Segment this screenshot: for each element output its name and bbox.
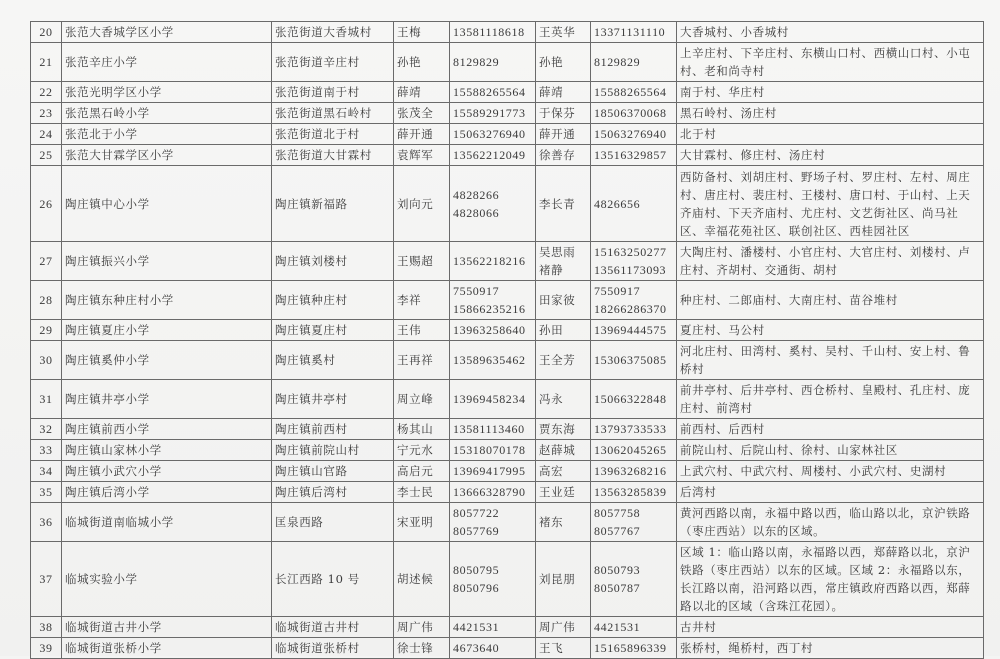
enrollment-area: 后湾村 xyxy=(677,482,984,503)
contact-name: 薛靖 xyxy=(536,82,591,103)
principal-phone xyxy=(450,103,536,124)
phone-number: 4421531 xyxy=(453,620,500,634)
school-name: 陶庄镇小武穴小学 xyxy=(62,461,272,482)
phone-number: 15063276940 xyxy=(594,127,667,141)
enrollment-area: 黄河西路以南，永福中路以西，临山路以北，京沪铁路（枣庄西站）以东的区域。 xyxy=(677,503,984,542)
phone-number: 8057769 xyxy=(453,524,500,538)
school-name: 张范辛庄小学 xyxy=(62,43,272,82)
contact-phone xyxy=(591,22,677,43)
phone-number: 13963258640 xyxy=(453,323,526,337)
phone-number: 7550917 xyxy=(594,284,641,298)
school-name: 陶庄镇山家林小学 xyxy=(62,440,272,461)
table-row xyxy=(31,461,984,482)
enrollment-area: 上辛庄村、下辛庄村、东横山口村、西横山口村、小屯村、老和尚寺村 xyxy=(677,43,984,82)
contact-name: 冯永 xyxy=(536,380,591,419)
principal-name: 王赐超 xyxy=(394,242,450,281)
contact-name: 刘昆朋 xyxy=(536,542,591,617)
contact-phone xyxy=(591,461,677,482)
principal-name: 王伟 xyxy=(394,320,450,341)
row-number: 36 xyxy=(31,503,62,542)
contact-name-line: 吴思雨 xyxy=(539,245,576,259)
table-row xyxy=(31,22,984,43)
table-row xyxy=(31,82,984,103)
enrollment-area: 古井村 xyxy=(677,617,984,638)
principal-phone xyxy=(450,482,536,503)
principal-name: 徐士锋 xyxy=(394,638,450,659)
phone-number: 15165896339 xyxy=(594,641,667,655)
row-number: 34 xyxy=(31,461,62,482)
contact-phone xyxy=(591,380,677,419)
principal-phone xyxy=(450,320,536,341)
phone-number: 15589291773 xyxy=(453,106,526,120)
contact-phone xyxy=(591,166,677,242)
contact-name: 王业廷 xyxy=(536,482,591,503)
table-row xyxy=(31,341,984,380)
contact-phone xyxy=(591,242,677,281)
row-number: 20 xyxy=(31,22,62,43)
principal-phone xyxy=(450,503,536,542)
school-name: 临城实验小学 xyxy=(62,542,272,617)
principal-name: 王梅 xyxy=(394,22,450,43)
phone-number: 4828266 xyxy=(453,187,500,202)
contact-phone xyxy=(591,103,677,124)
enrollment-area: 夏庄村、马公村 xyxy=(677,320,984,341)
enrollment-area: 河北庄村、田湾村、奚村、吴村、千山村、安上村、鲁桥村 xyxy=(677,341,984,380)
school-address: 张范街道辛庄村 xyxy=(272,43,394,82)
table-row xyxy=(31,281,984,320)
principal-name: 宋亚明 xyxy=(394,503,450,542)
principal-name: 袁辉军 xyxy=(394,145,450,166)
row-number: 27 xyxy=(31,242,62,281)
school-address: 陶庄镇新福路 xyxy=(272,166,394,242)
row-number: 39 xyxy=(31,638,62,659)
row-number: 21 xyxy=(31,43,62,82)
school-address: 陶庄镇奚村 xyxy=(272,341,394,380)
contact-phone xyxy=(591,341,677,380)
row-number: 33 xyxy=(31,440,62,461)
phone-number: 13969458234 xyxy=(453,392,526,406)
row-number: 26 xyxy=(31,166,62,242)
phone-number: 8057722 xyxy=(453,506,500,520)
school-name: 张范北于小学 xyxy=(62,124,272,145)
table-row xyxy=(31,166,984,242)
phone-number: 15588265564 xyxy=(594,85,667,99)
phone-number: 8050796 xyxy=(453,581,500,595)
contact-phone xyxy=(591,43,677,82)
phone-number: 15063276940 xyxy=(453,127,526,141)
enrollment-area: 前井亭村、后井亭村、西仓桥村、皇殿村、孔庄村、庞庄村、前湾村 xyxy=(677,380,984,419)
phone-number: 13562212049 xyxy=(453,148,526,162)
contact-name: 孙艳 xyxy=(536,43,591,82)
table-row xyxy=(31,124,984,145)
contact-name: 薛开通 xyxy=(536,124,591,145)
contact-name: 贾东海 xyxy=(536,419,591,440)
contact-name: 褚东 xyxy=(536,503,591,542)
school-name: 张范光明学区小学 xyxy=(62,82,272,103)
school-address: 长江西路 10 号 xyxy=(272,542,394,617)
principal-phone xyxy=(450,638,536,659)
principal-name: 张茂全 xyxy=(394,103,450,124)
principal-name: 胡述候 xyxy=(394,542,450,617)
phone-number: 15163250277 xyxy=(594,245,667,259)
phone-number: 8057767 xyxy=(594,524,641,538)
school-name: 陶庄镇振兴小学 xyxy=(62,242,272,281)
row-number: 24 xyxy=(31,124,62,145)
phone-number: 13581113460 xyxy=(453,422,525,436)
phone-number: 8050795 xyxy=(453,563,500,577)
enrollment-area: 北于村 xyxy=(677,124,984,145)
enrollment-area: 种庄村、二郎庙村、大南庄村、苗谷堆村 xyxy=(677,281,984,320)
principal-name: 李士民 xyxy=(394,482,450,503)
school-name: 陶庄镇井亭小学 xyxy=(62,380,272,419)
principal-name: 杨其山 xyxy=(394,419,450,440)
school-name: 陶庄镇奚仲小学 xyxy=(62,341,272,380)
principal-phone xyxy=(450,380,536,419)
contact-phone xyxy=(591,82,677,103)
contact-name: 于保芬 xyxy=(536,103,591,124)
enrollment-area: 大香城村、小香城村 xyxy=(677,22,984,43)
contact-name: 王全芳 xyxy=(536,341,591,380)
contact-phone xyxy=(591,440,677,461)
contact-phone xyxy=(591,419,677,440)
phone-number: 4828066 xyxy=(453,205,500,220)
enrollment-area: 上武穴村、中武穴村、周楼村、小武穴村、史湖村 xyxy=(677,461,984,482)
contact-name: 李长青 xyxy=(536,166,591,242)
principal-phone xyxy=(450,82,536,103)
phone-number: 15588265564 xyxy=(453,85,526,99)
principal-phone xyxy=(450,166,536,242)
school-address: 临城街道古井村 xyxy=(272,617,394,638)
principal-phone xyxy=(450,341,536,380)
principal-phone xyxy=(450,145,536,166)
row-number: 38 xyxy=(31,617,62,638)
principal-phone xyxy=(450,617,536,638)
table-row xyxy=(31,542,984,617)
school-address: 陶庄镇前院山村 xyxy=(272,440,394,461)
principal-name: 王再祥 xyxy=(394,341,450,380)
principal-name: 李祥 xyxy=(394,281,450,320)
row-number: 22 xyxy=(31,82,62,103)
principal-phone xyxy=(450,419,536,440)
enrollment-area: 区域 1：临山路以南，永福路以西，郑薛路以北，京沪铁路（枣庄西站）以东的区域。区域 2：永福路以东，长江路以南，沿河路以西，常庄镇政府西路以西，郑薛路以北的区域（含珠江花园）。 xyxy=(677,542,984,617)
phone-number: 15866235216 xyxy=(453,302,526,316)
school-address: 张范街道南于村 xyxy=(272,82,394,103)
enrollment-area: 西防备村、刘胡庄村、野场子村、罗庄村、左村、周庄村、唐庄村、裴庄村、王楼村、唐口村、于山村、上天齐庙村、下天齐庙村、尤庄村、文艺街社区、尚马社区、幸福花苑社区、联创社区、西桂园社区 xyxy=(677,166,984,242)
contact-phone xyxy=(591,124,677,145)
school-address: 张范街道北于村 xyxy=(272,124,394,145)
contact-phone xyxy=(591,281,677,320)
contact-phone xyxy=(591,638,677,659)
phone-number: 7550917 xyxy=(453,284,500,298)
school-name: 临城街道古井小学 xyxy=(62,617,272,638)
school-address: 陶庄镇后湾村 xyxy=(272,482,394,503)
phone-number: 8129829 xyxy=(594,55,641,69)
principal-phone xyxy=(450,281,536,320)
contact-phone xyxy=(591,542,677,617)
principal-phone xyxy=(450,440,536,461)
principal-name: 周广伟 xyxy=(394,617,450,638)
contact-name: 高宏 xyxy=(536,461,591,482)
table-row xyxy=(31,440,984,461)
school-address: 匡泉西路 xyxy=(272,503,394,542)
principal-name: 薛开通 xyxy=(394,124,450,145)
enrollment-area: 大甘霖村、修庄村、汤庄村 xyxy=(677,145,984,166)
principal-phone xyxy=(450,542,536,617)
enrollment-area: 黑石岭村、汤庄村 xyxy=(677,103,984,124)
row-number: 29 xyxy=(31,320,62,341)
phone-number: 4673640 xyxy=(453,641,500,655)
contact-phone xyxy=(591,617,677,638)
school-name: 张范黑石岭小学 xyxy=(62,103,272,124)
school-name: 张范大香城学区小学 xyxy=(62,22,272,43)
phone-number: 13969444575 xyxy=(594,323,667,337)
principal-name: 高启元 xyxy=(394,461,450,482)
contact-name: 王飞 xyxy=(536,638,591,659)
table-row xyxy=(31,320,984,341)
school-address: 陶庄镇山官路 xyxy=(272,461,394,482)
enrollment-area: 前院山村、后院山村、徐村、山家林社区 xyxy=(677,440,984,461)
school-name: 陶庄镇后湾小学 xyxy=(62,482,272,503)
phone-number: 18506370068 xyxy=(594,106,667,120)
table-row xyxy=(31,503,984,542)
school-address: 临城街道张桥村 xyxy=(272,638,394,659)
row-number: 32 xyxy=(31,419,62,440)
principal-name: 薛靖 xyxy=(394,82,450,103)
table-row xyxy=(31,145,984,166)
contact-name-line: 褚静 xyxy=(539,263,564,277)
phone-number: 8129829 xyxy=(453,55,500,69)
enrollment-area: 张桥村，绳桥村，西丁村 xyxy=(677,638,984,659)
phone-number: 8057758 xyxy=(594,506,641,520)
row-number: 37 xyxy=(31,542,62,617)
enrollment-area: 南于村、华庄村 xyxy=(677,82,984,103)
school-name: 陶庄镇前西小学 xyxy=(62,419,272,440)
school-address: 陶庄镇刘楼村 xyxy=(272,242,394,281)
phone-number: 13793733533 xyxy=(594,422,667,436)
phone-number: 13581118618 xyxy=(453,25,525,39)
contact-phone xyxy=(591,503,677,542)
phone-number: 13589635462 xyxy=(453,353,526,367)
phone-number: 4421531 xyxy=(594,620,641,634)
phone-number: 15306375085 xyxy=(594,353,667,367)
contact-name: 周广伟 xyxy=(536,617,591,638)
contact-name: 赵薛城 xyxy=(536,440,591,461)
school-address: 陶庄镇夏庄村 xyxy=(272,320,394,341)
principal-name: 宁元水 xyxy=(394,440,450,461)
school-name: 临城街道张桥小学 xyxy=(62,638,272,659)
phone-number: 13516329857 xyxy=(594,148,667,162)
phone-number: 13963268216 xyxy=(594,464,667,478)
phone-number: 13062045265 xyxy=(594,443,667,457)
principal-phone xyxy=(450,43,536,82)
table-row xyxy=(31,43,984,82)
contact-phone xyxy=(591,482,677,503)
school-address: 张范街道大甘霖村 xyxy=(272,145,394,166)
school-address: 张范街道黑石岭村 xyxy=(272,103,394,124)
principal-name: 刘向元 xyxy=(394,166,450,242)
enrollment-area: 前西村、后西村 xyxy=(677,419,984,440)
phone-number: 15066322848 xyxy=(594,392,667,406)
school-address: 陶庄镇种庄村 xyxy=(272,281,394,320)
table-row xyxy=(31,617,984,638)
principal-phone xyxy=(450,124,536,145)
school-name: 陶庄镇东种庄村小学 xyxy=(62,281,272,320)
row-number: 28 xyxy=(31,281,62,320)
principal-phone xyxy=(450,242,536,281)
phone-number: 13666328790 xyxy=(453,485,526,499)
row-number: 31 xyxy=(31,380,62,419)
table-row xyxy=(31,380,984,419)
row-number: 25 xyxy=(31,145,62,166)
row-number: 23 xyxy=(31,103,62,124)
principal-phone xyxy=(450,461,536,482)
phone-number: 13563285839 xyxy=(594,485,667,499)
table-row xyxy=(31,242,984,281)
phone-number: 18266286370 xyxy=(594,302,667,316)
principal-name: 孙艳 xyxy=(394,43,450,82)
principal-phone xyxy=(450,22,536,43)
school-name: 临城街道南临城小学 xyxy=(62,503,272,542)
table-row xyxy=(31,638,984,659)
contact-phone xyxy=(591,145,677,166)
contact-phone xyxy=(591,320,677,341)
contact-name: 王英华 xyxy=(536,22,591,43)
row-number: 30 xyxy=(31,341,62,380)
school-address: 陶庄镇井亭村 xyxy=(272,380,394,419)
school-address: 张范街道大香城村 xyxy=(272,22,394,43)
phone-number: 13561173093 xyxy=(594,263,667,277)
table-row xyxy=(31,103,984,124)
contact-name: 孙田 xyxy=(536,320,591,341)
phone-number: 13371131110 xyxy=(594,25,666,39)
school-name: 陶庄镇夏庄小学 xyxy=(62,320,272,341)
row-number: 35 xyxy=(31,482,62,503)
phone-number: 13969417995 xyxy=(453,464,526,478)
phone-number: 15318070178 xyxy=(453,443,526,457)
contact-name: 徐善存 xyxy=(536,145,591,166)
phone-number: 4826656 xyxy=(594,196,641,211)
enrollment-area: 大陶庄村、潘楼村、小官庄村、大官庄村、刘楼村、卢庄村、齐胡村、交通街、胡村 xyxy=(677,242,984,281)
school-district-table xyxy=(30,21,984,659)
contact-name: 田家彼 xyxy=(536,281,591,320)
phone-number: 8050793 xyxy=(594,563,641,577)
school-name: 陶庄镇中心小学 xyxy=(62,166,272,242)
phone-number: 8050787 xyxy=(594,581,641,595)
table-row xyxy=(31,482,984,503)
phone-number: 13562218216 xyxy=(453,254,526,268)
table-row xyxy=(31,419,984,440)
contact-name xyxy=(536,242,591,281)
principal-name: 周立峰 xyxy=(394,380,450,419)
school-address: 陶庄镇前西村 xyxy=(272,419,394,440)
school-name: 张范大甘霖学区小学 xyxy=(62,145,272,166)
